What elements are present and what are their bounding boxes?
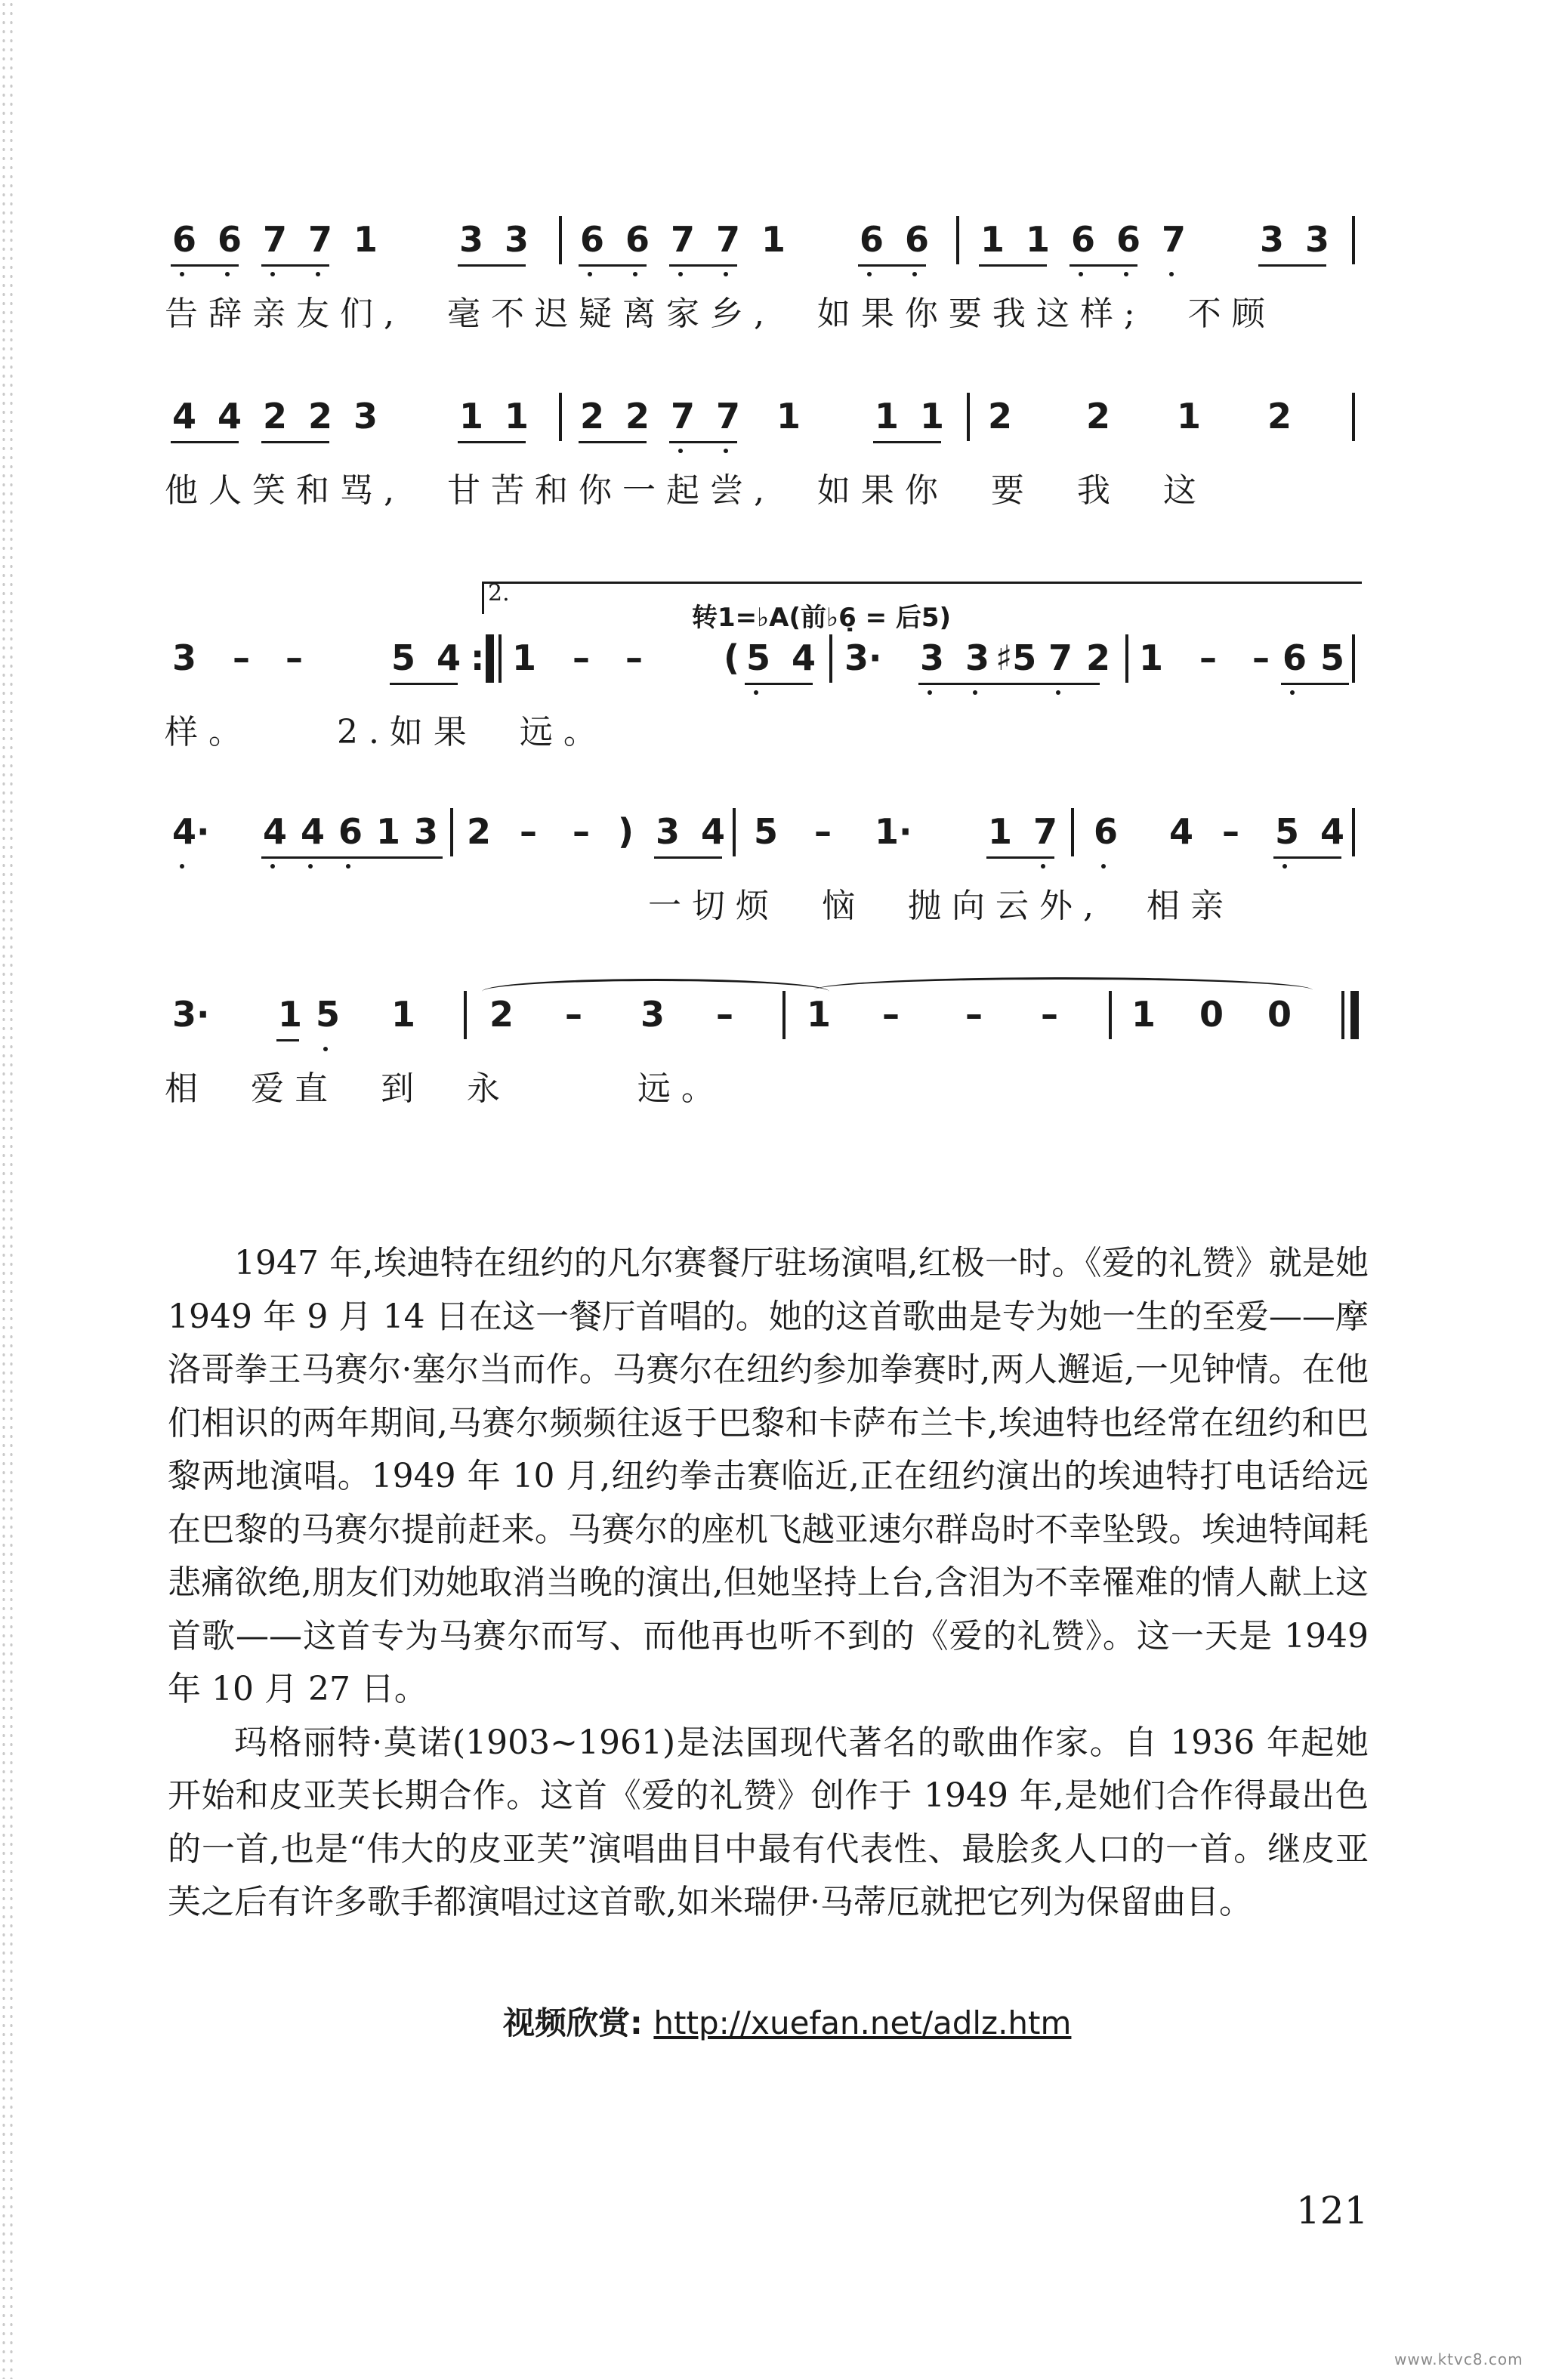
article-text (168, 1237, 1369, 1930)
note: 4 (701, 811, 726, 852)
note: 6 (338, 811, 363, 852)
note: 7 (1162, 219, 1187, 260)
bar-line (559, 393, 562, 441)
note: 2 (489, 994, 514, 1035)
note: 1 (980, 219, 1005, 260)
bar-line (1352, 216, 1355, 264)
note: 6 (625, 219, 650, 260)
note: 2 (625, 396, 650, 437)
note: 4 (301, 811, 326, 852)
note: 7 (671, 219, 696, 260)
notes-line-3 (165, 631, 1358, 684)
note: – (573, 811, 590, 852)
note: ( (724, 637, 740, 678)
note: 1 (1131, 994, 1156, 1035)
note: 6 (1116, 219, 1141, 260)
note: 2 (1086, 637, 1111, 678)
note: – (716, 994, 733, 1035)
note: 7 (308, 219, 333, 260)
lyrics-line-4: 一切烦 恼 抛向云外, 相亲 (648, 887, 1234, 925)
paragraph: 1947 年,埃迪特在纽约的凡尔赛餐厅驻场演唱,红极一时。《爱的礼赞》就是她 1949 年 9 月 14 日在这一餐厅首唱的。她的这首歌曲是专为她一生的至爱——摩洛哥拳王马赛尔·塞尔当而作。马赛尔在纽约参加拳赛时,两人邂逅,一见钟情。在他们相识的两年期间,马赛尔频频往返于巴黎和卡萨布兰卡,埃迪特也经常在纽约和巴黎两地演唱。1949 年 10 月,纽约拳击赛临近,正在纽约演出的埃迪特打电话给远在巴黎的马赛尔提前赶来。马赛尔的座机飞越亚速尔群岛时不幸坠毁。埃迪特闻耗悲痛欲绝,朋友们劝她取消当晚的演出,但她坚持上台,含泪为不幸罹难的情人献上这首歌——这首专为马赛尔而写、而他再也听不到的《爱的礼赞》。这一天是 1949 年 10 月 27 日。 (168, 1244, 1369, 1708)
note: 1 (505, 396, 529, 437)
note: 7 (1033, 811, 1058, 852)
bar-line (1352, 634, 1355, 683)
note: 2 (580, 396, 605, 437)
bar-line (782, 991, 786, 1039)
note: 6 (1071, 219, 1096, 260)
note: 1 (1026, 219, 1051, 260)
note: 3 (656, 811, 681, 852)
note: 1 (1139, 637, 1164, 678)
note: 6 (218, 219, 242, 260)
video-link-line (503, 1998, 1071, 2044)
note: 5 (1275, 811, 1300, 852)
note: – (625, 637, 643, 678)
bar-line (1352, 393, 1355, 441)
note: 1 (512, 637, 537, 678)
bar-line (1125, 634, 1128, 683)
notes-line-5 (165, 988, 1358, 1041)
bar-line (559, 216, 562, 264)
note: 1 (278, 994, 303, 1035)
note: 2 (988, 396, 1013, 437)
watermark: www.ktvc8.com (1394, 2350, 1523, 2368)
note: 3 (965, 637, 990, 678)
note: 2 (308, 396, 333, 437)
video-url-link[interactable]: http://xuefan.net/adlz.htm (653, 2004, 1072, 2041)
note: 6 (905, 219, 930, 260)
note: 5 (1320, 637, 1345, 678)
bar-line (1071, 808, 1074, 856)
note: 0 (1267, 994, 1292, 1035)
note: 5 (316, 994, 341, 1035)
note: 4 (218, 396, 242, 437)
note: 2 (1267, 396, 1292, 437)
note: 7 (671, 396, 696, 437)
lyrics-line-2: 他人笑和骂, 甘苦和你一起尝, 如果你 要 我 这 (165, 471, 1207, 510)
note: 4· (172, 811, 210, 852)
note: 1 (376, 811, 401, 852)
note: – (1222, 811, 1239, 852)
note: 6 (1094, 811, 1119, 852)
note: 6 (1282, 637, 1307, 678)
note: 3 (640, 994, 665, 1035)
note: 3· (844, 637, 882, 678)
note: 5 (746, 637, 771, 678)
volta-number: 2. (488, 580, 510, 606)
lyrics-line-5: 相 爱直 到 永 远。 (165, 1069, 725, 1108)
note: 3 (920, 637, 945, 678)
note: – (1252, 637, 1270, 678)
repeat-end-bar (486, 634, 494, 683)
note: 6 (172, 219, 197, 260)
notes-line-2 (165, 390, 1358, 443)
note: 4 (263, 811, 288, 852)
note: – (965, 994, 983, 1035)
note: 5 (754, 811, 779, 852)
note: 3 (1260, 219, 1285, 260)
note: 3 (1305, 219, 1330, 260)
lyrics-line-3: 样。 2.如果 远。 (165, 713, 607, 751)
note: ) (618, 811, 634, 852)
note: 7 (1048, 637, 1073, 678)
note: – (520, 811, 537, 852)
note: 4 (437, 637, 461, 678)
bar-line (829, 634, 832, 683)
note: 3 (414, 811, 439, 852)
bar-line (733, 808, 736, 856)
note: : (471, 637, 485, 678)
note: – (573, 637, 590, 678)
note: 1 (459, 396, 484, 437)
bar-line (1341, 991, 1344, 1039)
note: 1· (875, 811, 912, 852)
note: – (814, 811, 832, 852)
note: 4 (172, 396, 197, 437)
note: ♯5 (995, 637, 1037, 678)
bar-line (967, 393, 970, 441)
video-label: 视频欣赏: (503, 2004, 643, 2041)
note: 5 (391, 637, 416, 678)
bar-line (464, 991, 467, 1039)
note: – (882, 994, 900, 1035)
bar-line (956, 216, 959, 264)
key-change-marking: 转1=♭A(前♭6̣ = 后5) (692, 603, 952, 633)
note: – (1199, 637, 1217, 678)
note: 4 (1169, 811, 1194, 852)
note: 1 (920, 396, 945, 437)
note: 4 (792, 637, 816, 678)
note: 7 (263, 219, 288, 260)
note: – (1041, 994, 1058, 1035)
lyrics-line-1: 告辞亲友们, 毫不迟疑离家乡, 如果你要我这样; 不顾 (165, 295, 1276, 333)
note: 6 (580, 219, 605, 260)
note: 3 (172, 637, 197, 678)
bar-line (450, 808, 453, 856)
note: 3· (172, 994, 210, 1035)
bar-line (1109, 991, 1112, 1039)
note: 7 (716, 219, 741, 260)
note: 1 (761, 219, 786, 260)
note: 2 (467, 811, 492, 852)
music-score (0, 0, 1568, 1178)
note: 3 (459, 219, 484, 260)
bar-line (1352, 808, 1355, 856)
note: 3 (353, 396, 378, 437)
note: 1 (391, 994, 416, 1035)
note: 1 (875, 396, 900, 437)
note: 0 (1199, 994, 1224, 1035)
note: 4 (1320, 811, 1345, 852)
notes-line-1 (165, 213, 1358, 266)
notes-line-4 (165, 805, 1358, 858)
note: – (565, 994, 582, 1035)
note: 1 (1177, 396, 1202, 437)
note: – (233, 637, 250, 678)
note: 2 (263, 396, 288, 437)
bar-line (498, 634, 502, 683)
note: – (286, 637, 303, 678)
note: 1 (353, 219, 378, 260)
note: 2 (1086, 396, 1111, 437)
note: 1 (807, 994, 832, 1035)
note: 3 (505, 219, 529, 260)
note: 7 (716, 396, 741, 437)
note: 6 (860, 219, 884, 260)
note: 1 (776, 396, 801, 437)
page-number: 121 (1296, 2189, 1369, 2232)
paragraph: 玛格丽特·莫诺(1903~1961)是法国现代著名的歌曲作家。自 1936 年起她开始和皮亚芙长期合作。这首《爱的礼赞》创作于 1949 年,是她们合作得最出色的一首,也是“伟大的皮亚芙”演唱曲目中最有代表性、最脍炙人口的一首。继皮亚芙之后有许多歌手都演唱过这首歌,如米瑞伊·马蒂厄就把它列为保留曲目。 (168, 1723, 1369, 1921)
final-bar (1350, 991, 1359, 1039)
note: 1 (988, 811, 1013, 852)
